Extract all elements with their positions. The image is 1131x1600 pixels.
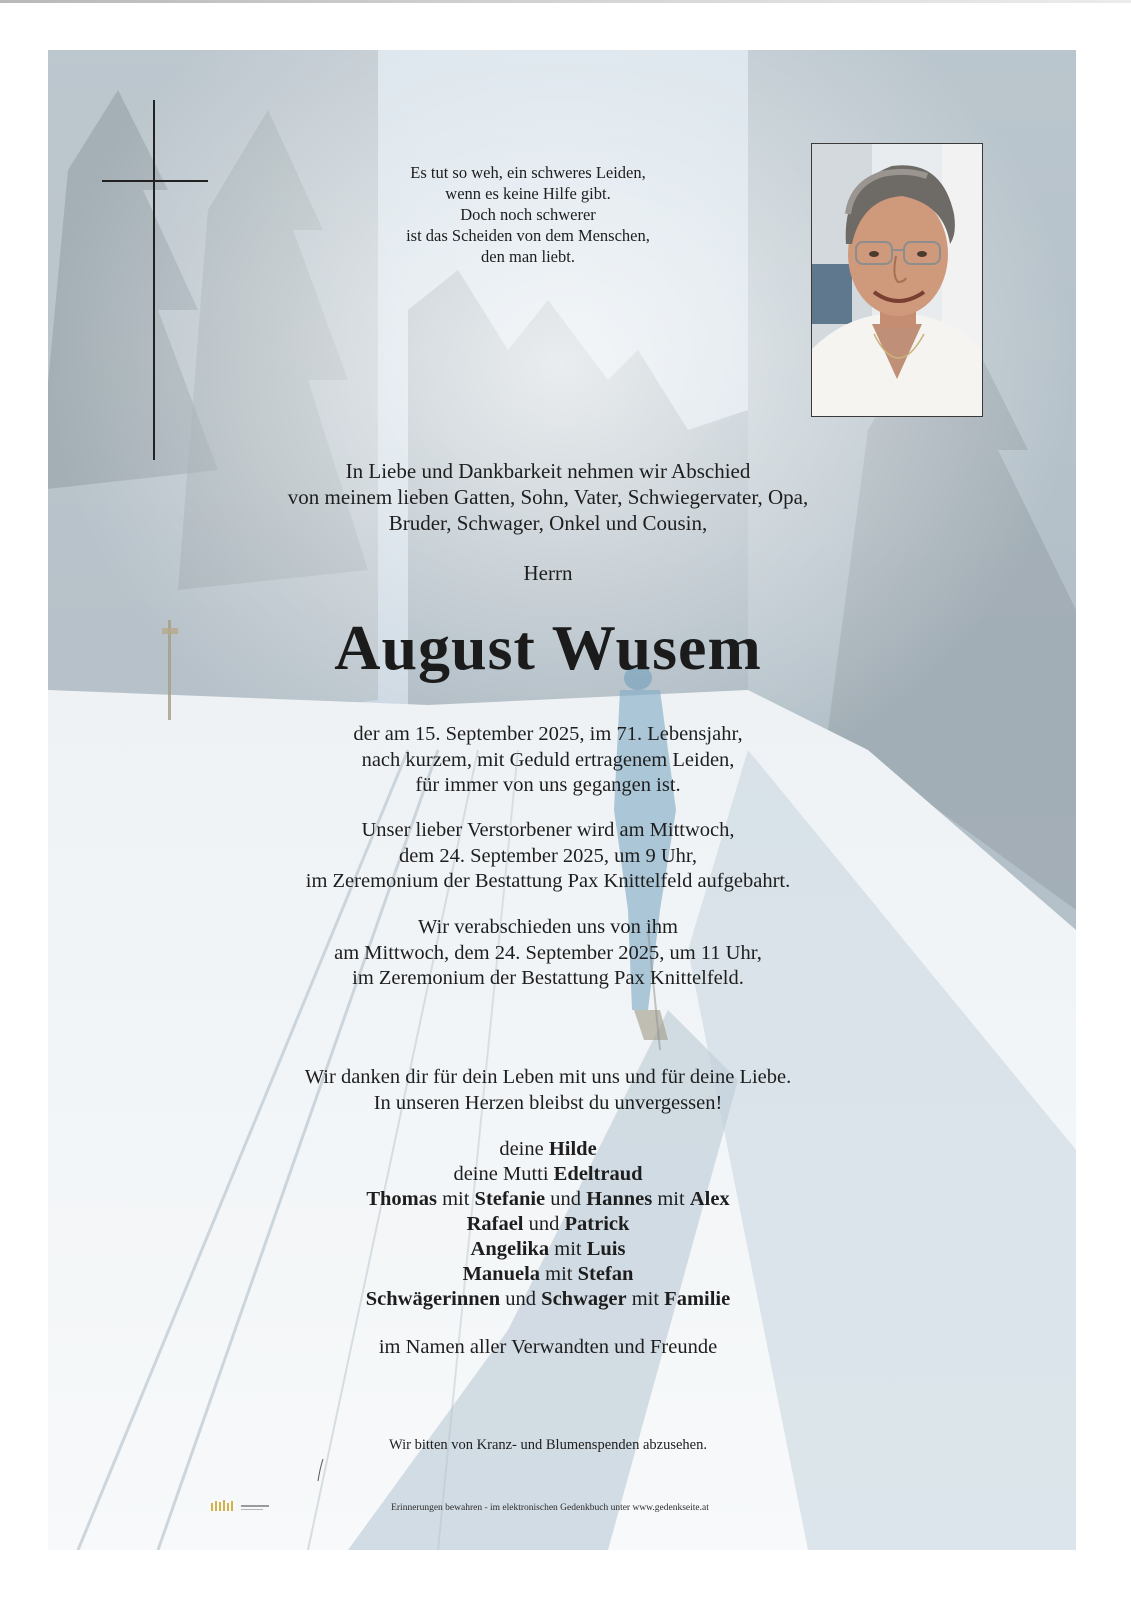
salutation: Herrn	[523, 561, 573, 585]
funeral-line: Wir verabschieden uns von ihm	[418, 916, 678, 938]
memorial-website-note: Erinnerungen bewahren - im elektronischen Gedenkbuch unter www.gedenkseite.at	[391, 1503, 709, 1513]
death-notice-line: der am 15. September 2025, im 71. Lebensjahr,	[353, 723, 743, 745]
mourner-name: Edeltraud	[553, 1163, 643, 1185]
mourner-name: Luis	[586, 1238, 626, 1260]
laying-out-line: dem 24. September 2025, um 9 Uhr,	[398, 844, 698, 867]
laying-out-line: im Zeremonium der Bestattung Pax Knittelfeld aufgebahrt.	[305, 870, 791, 892]
intro-line: In Liebe und Dankbarkeit nehmen wir Abschied	[345, 459, 751, 483]
thanks-line: Wir danken dir für dein Leben mit uns und für deine Liebe.	[304, 1066, 792, 1088]
mourner-name: Angelika	[470, 1238, 550, 1260]
funeral-notice	[148, 915, 948, 992]
mourner-text: und	[545, 1188, 587, 1210]
obituary-card	[48, 50, 1076, 1550]
funeral-line: am Mittwoch, dem 24. September 2025, um 11 Uhr,	[334, 941, 762, 964]
poem-line: wenn es keine Hilfe gibt.	[445, 184, 611, 203]
intro-line: Bruder, Schwager, Onkel und Cousin,	[388, 511, 708, 535]
mourner-name: Rafael	[466, 1213, 524, 1235]
mourner-name: Stefanie	[474, 1188, 546, 1210]
mourner-line	[148, 1287, 948, 1312]
mourner-line	[148, 1137, 948, 1162]
mourner-name: Hilde	[548, 1138, 597, 1160]
mourner-line	[148, 1212, 948, 1237]
mourner-text: und	[523, 1213, 565, 1235]
death-notice-line: nach kurzem, mit Geduld ertragenem Leiden,	[361, 748, 735, 771]
mourner-text: mit	[549, 1238, 587, 1260]
mourner-name: Patrick	[564, 1213, 630, 1235]
mourner-name: Thomas	[366, 1188, 437, 1210]
flowers-note: Wir bitten von Kranz- und Blumenspenden abzusehen.	[389, 1437, 707, 1453]
poem	[268, 162, 788, 267]
pen-mark	[316, 1458, 324, 1482]
portrait-photo	[811, 143, 983, 417]
poem-line: ist das Scheiden von dem Menschen,	[406, 226, 650, 245]
mourner-line	[148, 1162, 948, 1187]
mourner-text: und	[500, 1288, 542, 1310]
deceased-name: August Wusem	[334, 612, 762, 683]
cross-horizontal-bar	[102, 180, 208, 182]
laying-out-line: Unser lieber Verstorbener wird am Mittwoch,	[361, 819, 735, 841]
thanks-message	[148, 1065, 948, 1116]
relatives-note: im Namen aller Verwandten und Freunde	[378, 1336, 718, 1358]
death-notice-line: für immer von uns gegangen ist.	[415, 774, 681, 796]
mourner-name: Familie	[664, 1288, 731, 1310]
thanks-line: In unseren Herzen bleibst du unvergessen!	[373, 1091, 723, 1114]
mourner-line	[148, 1187, 948, 1212]
mourner-name: Alex	[689, 1188, 730, 1210]
poem-line: Es tut so weh, ein schweres Leiden,	[410, 163, 646, 182]
mourner-text: mit	[436, 1188, 475, 1210]
mourner-line	[148, 1262, 948, 1287]
mourner-text: mit	[626, 1288, 665, 1310]
mourner-name: Stefan	[577, 1263, 634, 1285]
mourners-list	[148, 1137, 948, 1312]
mourner-text: deine Mutti	[453, 1163, 554, 1185]
mourner-text: mit	[540, 1263, 578, 1285]
mourner-line	[148, 1237, 948, 1262]
mourner-text: deine	[499, 1138, 549, 1160]
portrait-illustration	[812, 144, 982, 416]
mourner-name: Manuela	[462, 1263, 541, 1285]
poem-line: Doch noch schwerer	[460, 205, 596, 224]
mourner-name: Schwägerinnen	[365, 1288, 501, 1310]
mourner-text: mit	[652, 1188, 690, 1210]
laying-out-notice	[148, 818, 948, 895]
cross-vertical-bar	[153, 100, 155, 460]
death-notice	[148, 722, 948, 799]
poem-line: den man liebt.	[481, 247, 575, 266]
mourner-name: Hannes	[586, 1188, 653, 1210]
scan-edge	[0, 0, 1131, 3]
mourner-name: Schwager	[541, 1288, 627, 1310]
farewell-intro	[148, 458, 948, 536]
intro-line: von meinem lieben Gatten, Sohn, Vater, Schwiegervater, Opa,	[287, 485, 809, 509]
funeral-line: im Zeremonium der Bestattung Pax Knittelfeld.	[352, 967, 744, 989]
